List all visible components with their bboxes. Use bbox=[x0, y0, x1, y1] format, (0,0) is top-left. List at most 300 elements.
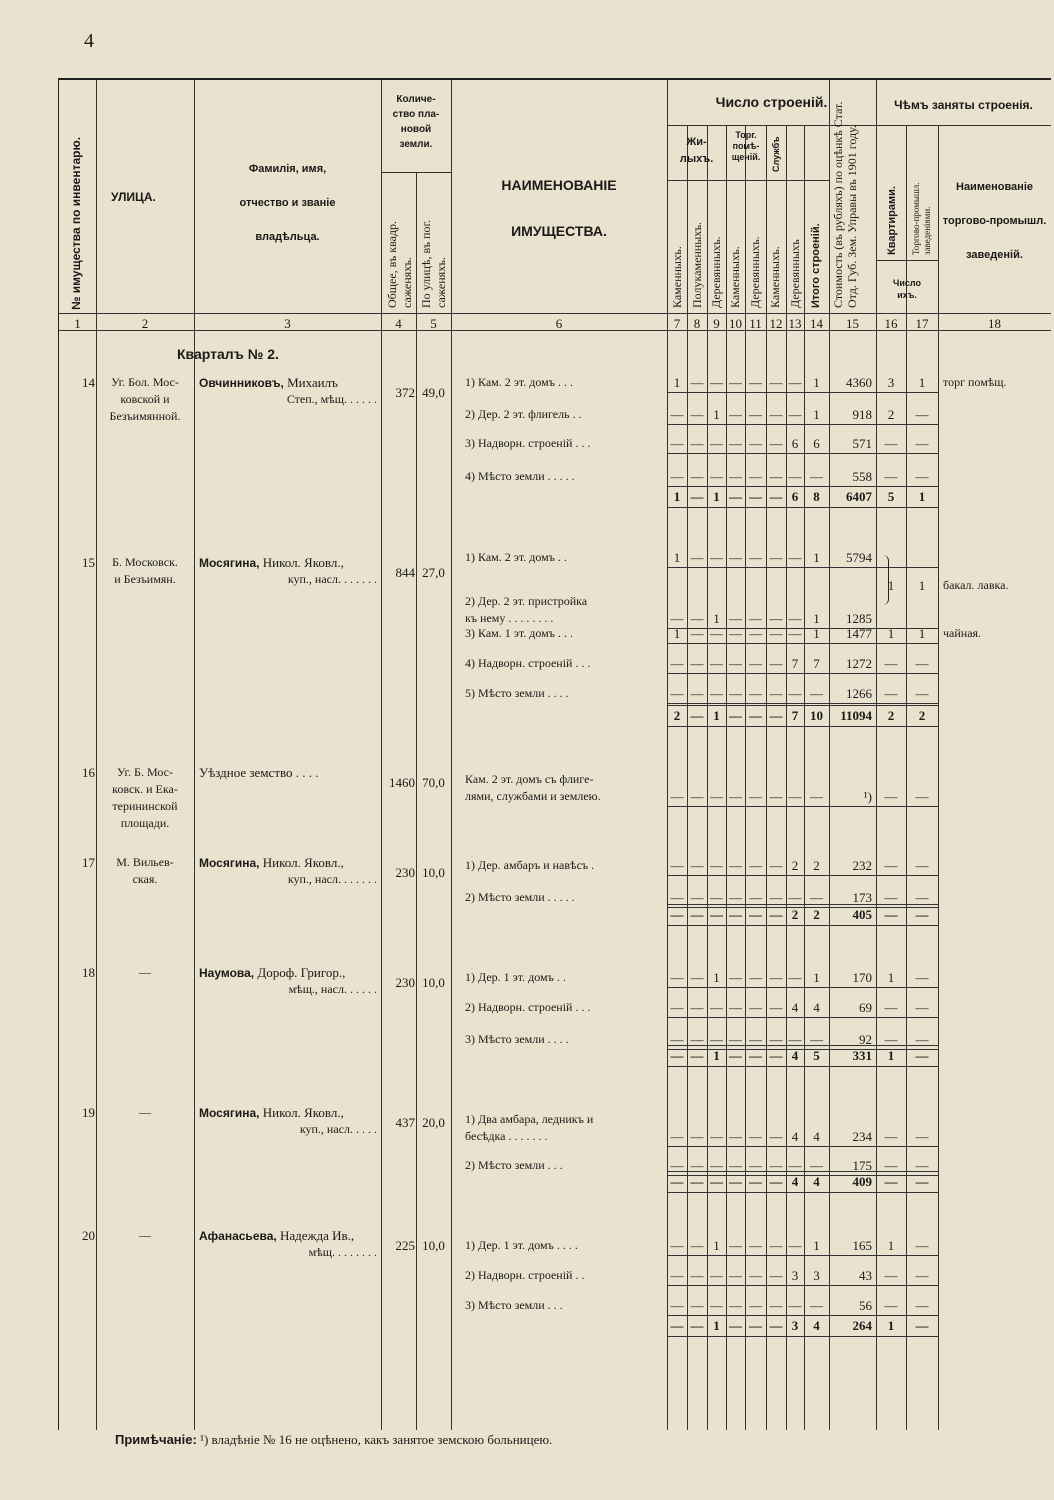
building-count: — bbox=[729, 407, 742, 422]
merged-apartments: 1 bbox=[887, 578, 895, 593]
building-count: 4 bbox=[791, 1000, 799, 1015]
building-count: — bbox=[884, 1000, 898, 1015]
total-count: — bbox=[769, 907, 783, 922]
street-name: ковской и bbox=[120, 392, 170, 406]
property-item: 2) Мѣсто земли . . . bbox=[465, 1158, 563, 1172]
building-count: — bbox=[884, 858, 898, 873]
owner-status: куп., насл. . . . . bbox=[299, 1122, 377, 1136]
street-name: — bbox=[139, 1228, 151, 1242]
property-item: 4) Мѣсто земли . . . . . bbox=[465, 469, 575, 483]
building-count: — bbox=[690, 436, 704, 451]
owner-status: мѣщ. . . . . . . . bbox=[308, 1245, 377, 1259]
building-count: — bbox=[749, 407, 762, 422]
land-area: 1460 bbox=[389, 775, 415, 790]
total-count: — bbox=[749, 489, 762, 504]
land-area: 372 bbox=[395, 385, 415, 400]
building-count: — bbox=[769, 1268, 783, 1283]
valuation-value: 69 bbox=[859, 1000, 872, 1015]
building-count: — bbox=[884, 469, 898, 484]
building-count: — bbox=[710, 656, 723, 671]
header-trade-premises: Торг. помѣ- щеній. bbox=[731, 130, 761, 162]
building-count: — bbox=[670, 1158, 684, 1173]
total-count: — bbox=[915, 1318, 929, 1333]
total-count: 5 bbox=[813, 1048, 820, 1063]
total-count: — bbox=[690, 1048, 704, 1063]
total-count: 1 bbox=[918, 489, 926, 504]
street-name: Уг. Б. Мос- bbox=[117, 765, 173, 779]
building-count: 4 bbox=[813, 1129, 820, 1144]
building-count: 2 bbox=[887, 407, 895, 422]
building-count: 1 bbox=[813, 550, 820, 565]
total-count: 2 bbox=[791, 907, 799, 922]
building-count: 1 bbox=[713, 970, 720, 985]
total-count: 1 bbox=[887, 1318, 895, 1333]
total-count: 5 bbox=[887, 489, 895, 504]
building-count: — bbox=[710, 626, 723, 641]
header-living: Жи- лыхъ. bbox=[679, 136, 714, 165]
building-count: — bbox=[769, 1000, 783, 1015]
valuation-value: 1266 bbox=[846, 686, 872, 701]
building-count: 1 bbox=[673, 550, 681, 565]
property-item: 1) Кам. 2 эт. домъ . . bbox=[465, 550, 567, 564]
entry-number: 18 bbox=[82, 965, 95, 980]
land-area: 225 bbox=[395, 1238, 415, 1253]
column-number: 2 bbox=[141, 316, 149, 331]
total-count: — bbox=[670, 1048, 684, 1063]
total-count: 8 bbox=[813, 489, 820, 504]
building-count: — bbox=[788, 375, 802, 390]
entry-number: 17 bbox=[82, 855, 95, 870]
valuation-value: 1272 bbox=[846, 656, 872, 671]
building-count: — bbox=[884, 1298, 898, 1313]
valuation-value: 56 bbox=[859, 1298, 872, 1313]
merged-trade-name: бакал. лавка. bbox=[943, 578, 1009, 592]
building-count: — bbox=[690, 970, 704, 985]
entry-number: 14 bbox=[82, 375, 95, 390]
column-number: 6 bbox=[555, 316, 563, 331]
building-count: — bbox=[710, 789, 723, 804]
valuation-value: 43 bbox=[859, 1268, 872, 1283]
building-count: — bbox=[690, 1158, 704, 1173]
building-count: — bbox=[749, 1032, 762, 1047]
building-count: — bbox=[710, 858, 723, 873]
building-count: — bbox=[710, 1032, 723, 1047]
total-count: — bbox=[670, 1318, 684, 1333]
total-count: — bbox=[690, 1318, 704, 1333]
total-count: 3 bbox=[791, 1318, 799, 1333]
total-count: — bbox=[749, 907, 762, 922]
building-count: — bbox=[729, 1238, 742, 1253]
property-item: 1) Кам. 2 эт. домъ . . . bbox=[465, 375, 573, 389]
valuation-value: 234 bbox=[852, 1129, 872, 1144]
building-count: 1 bbox=[813, 375, 820, 390]
total-count: 2 bbox=[673, 708, 681, 723]
total-count: 2 bbox=[887, 708, 895, 723]
building-count: — bbox=[670, 970, 684, 985]
header-col8: Полукаменныхъ. bbox=[690, 221, 704, 308]
building-count: 1 bbox=[673, 375, 681, 390]
inventory-table bbox=[58, 78, 1051, 1430]
building-count: — bbox=[729, 436, 742, 451]
street-frontage: 27,0 bbox=[422, 565, 445, 580]
building-count: — bbox=[729, 858, 742, 873]
total-count: 7 bbox=[791, 708, 799, 723]
property-item: 2) Надворн. строеній . . bbox=[465, 1268, 585, 1282]
building-count: — bbox=[810, 1158, 823, 1173]
building-count: — bbox=[690, 686, 704, 701]
building-count: — bbox=[915, 1158, 929, 1173]
building-count: 4 bbox=[813, 1000, 820, 1015]
building-count: — bbox=[729, 469, 742, 484]
header-col12: Каменныхъ. bbox=[768, 246, 782, 308]
building-count: — bbox=[915, 890, 929, 905]
header-occupied-by: Чѣмъ заняты строенія. bbox=[894, 98, 1033, 112]
building-count: — bbox=[710, 469, 723, 484]
building-count: — bbox=[670, 1298, 684, 1313]
land-area: 844 bbox=[395, 565, 415, 580]
building-count: — bbox=[788, 970, 802, 985]
total-valuation: 409 bbox=[852, 1174, 872, 1189]
total-count: 10 bbox=[810, 708, 823, 723]
building-count: — bbox=[690, 789, 704, 804]
owner-name: Мосягина, Никол. Яковл., bbox=[199, 855, 344, 870]
building-count: — bbox=[710, 890, 723, 905]
building-count: — bbox=[810, 1298, 823, 1313]
property-item: Кам. 2 эт. домъ съ флиге- bbox=[465, 772, 594, 786]
building-count: — bbox=[729, 550, 742, 565]
building-count: — bbox=[749, 436, 762, 451]
building-count: — bbox=[788, 611, 802, 626]
building-count: 1 bbox=[813, 407, 820, 422]
building-count: — bbox=[670, 1032, 684, 1047]
building-count: — bbox=[670, 890, 684, 905]
valuation-value: 173 bbox=[852, 890, 872, 905]
header-trade-names: Наименованіе торгово-промышл. заведеній. bbox=[942, 181, 1047, 261]
building-count: — bbox=[915, 970, 929, 985]
total-count: — bbox=[769, 708, 783, 723]
total-count: — bbox=[749, 1048, 762, 1063]
building-count: — bbox=[769, 789, 783, 804]
valuation-value: 558 bbox=[852, 469, 872, 484]
total-count: — bbox=[769, 1048, 783, 1063]
building-count: — bbox=[769, 890, 783, 905]
street-name: — bbox=[139, 1105, 151, 1119]
building-count: — bbox=[788, 686, 802, 701]
building-count: — bbox=[710, 375, 723, 390]
building-count: — bbox=[884, 1032, 898, 1047]
building-count: — bbox=[915, 436, 929, 451]
valuation-value: 4360 bbox=[846, 375, 872, 390]
total-count: — bbox=[670, 1174, 684, 1189]
building-count: — bbox=[749, 1000, 762, 1015]
total-count: 1 bbox=[713, 489, 720, 504]
valuation-value: 918 bbox=[852, 407, 872, 422]
total-count: 1 bbox=[713, 1048, 720, 1063]
total-count: 4 bbox=[813, 1174, 820, 1189]
valuation-value: ¹) bbox=[863, 789, 872, 804]
total-count: — bbox=[769, 1318, 783, 1333]
building-count: — bbox=[749, 1268, 762, 1283]
building-count: — bbox=[884, 1158, 898, 1173]
building-count: — bbox=[769, 686, 783, 701]
total-count: — bbox=[915, 907, 929, 922]
building-count: 1 bbox=[673, 626, 681, 641]
building-count: — bbox=[769, 611, 783, 626]
building-count: 1 bbox=[813, 1238, 820, 1253]
building-count: — bbox=[915, 1032, 929, 1047]
building-count: — bbox=[884, 1129, 898, 1144]
total-count: — bbox=[690, 708, 704, 723]
total-count: — bbox=[690, 489, 704, 504]
owner-name: Афанасьева, Надежда Ив., bbox=[199, 1228, 355, 1243]
building-count: — bbox=[710, 1129, 723, 1144]
property-item: 3) Надворн. строеній . . . bbox=[465, 436, 591, 450]
building-count: — bbox=[749, 626, 762, 641]
total-count: 2 bbox=[918, 708, 926, 723]
building-count: — bbox=[769, 407, 783, 422]
land-area: 230 bbox=[395, 865, 415, 880]
building-count: — bbox=[690, 1238, 704, 1253]
total-count: — bbox=[884, 1174, 898, 1189]
street-name: Безъимянной. bbox=[109, 409, 181, 423]
column-number: 4 bbox=[395, 316, 402, 331]
property-item: 5) Мѣсто земли . . . . bbox=[465, 686, 569, 700]
property-item: 1) Два амбара, ледникъ и bbox=[465, 1112, 594, 1126]
total-valuation: 405 bbox=[852, 907, 872, 922]
building-count: — bbox=[884, 890, 898, 905]
column-number: 1 bbox=[74, 316, 81, 331]
total-count: — bbox=[915, 1048, 929, 1063]
header-street-front: По улицѣ, въ пог. саженяхъ. bbox=[419, 219, 448, 308]
building-count: 2 bbox=[791, 858, 799, 873]
total-count: — bbox=[690, 907, 704, 922]
building-count: — bbox=[729, 890, 742, 905]
building-count: — bbox=[670, 611, 684, 626]
valuation-value: 170 bbox=[852, 970, 872, 985]
building-count: 3 bbox=[887, 375, 895, 390]
building-count: — bbox=[729, 970, 742, 985]
total-count: — bbox=[884, 907, 898, 922]
building-count: — bbox=[690, 375, 704, 390]
column-number: 13 bbox=[788, 316, 802, 331]
header-col10: Каменныхъ. bbox=[728, 246, 742, 308]
valuation-value: 175 bbox=[852, 1158, 872, 1173]
header-col11: Деревянныхъ. bbox=[748, 236, 762, 308]
street-frontage: 49,0 bbox=[422, 385, 445, 400]
column-number: 3 bbox=[284, 316, 291, 331]
building-count: 1 bbox=[713, 611, 720, 626]
owner-status: куп., насл. . . . . . . bbox=[287, 572, 377, 586]
header-col9: Деревянныхъ. bbox=[709, 236, 723, 308]
total-valuation: 264 bbox=[852, 1318, 872, 1333]
valuation-value: 1477 bbox=[846, 626, 872, 641]
building-count: — bbox=[710, 1298, 723, 1313]
building-count: — bbox=[710, 1268, 723, 1283]
page-number: 4 bbox=[84, 30, 94, 52]
building-count: — bbox=[788, 1158, 802, 1173]
header-valuation: Стоимость (въ рубляхъ) по оцѣнкѣ Стат. Отд. Губ. Зем. Управы въ 1901 году. bbox=[831, 101, 859, 308]
building-count: 1 bbox=[813, 626, 820, 641]
building-count: — bbox=[670, 1268, 684, 1283]
building-count: — bbox=[788, 407, 802, 422]
street-name: ковск. и Ека- bbox=[112, 782, 178, 796]
building-count: — bbox=[729, 1158, 742, 1173]
entry-number: 15 bbox=[82, 555, 95, 570]
building-count: — bbox=[749, 970, 762, 985]
building-count: — bbox=[769, 858, 783, 873]
trade-name: чайная. bbox=[943, 626, 982, 640]
building-count: — bbox=[670, 436, 684, 451]
header-inventory-no: № имущества по инвентарю. bbox=[69, 136, 83, 310]
building-count: — bbox=[670, 1129, 684, 1144]
column-number: 12 bbox=[769, 316, 783, 331]
merged-trade: 1 bbox=[918, 578, 926, 593]
building-count: — bbox=[690, 1268, 704, 1283]
total-count: — bbox=[710, 1174, 723, 1189]
header-property-name: НАИМЕНОВАНІЕ ИМУЩЕСТВА. bbox=[501, 177, 617, 239]
trade-name: торг помѣщ. bbox=[943, 375, 1007, 389]
building-count: — bbox=[884, 656, 898, 671]
building-count: — bbox=[749, 1238, 762, 1253]
property-item: 2) Надворн. строеній . . . bbox=[465, 1000, 591, 1014]
total-count: 6 bbox=[791, 489, 799, 504]
column-number: 14 bbox=[810, 316, 823, 331]
building-count: — bbox=[690, 656, 704, 671]
building-count: 1 bbox=[813, 970, 820, 985]
total-count: — bbox=[769, 1174, 783, 1189]
street-name: площади. bbox=[120, 816, 170, 830]
total-count: — bbox=[769, 489, 783, 504]
building-count: — bbox=[670, 686, 684, 701]
header-trade-establishments: Торгово-промышл. заведеніями. bbox=[911, 182, 932, 255]
building-count: — bbox=[729, 1129, 742, 1144]
building-count: — bbox=[769, 1298, 783, 1313]
building-count: — bbox=[749, 656, 762, 671]
total-count: 1 bbox=[673, 489, 681, 504]
building-count: 1 bbox=[918, 626, 926, 641]
total-count: — bbox=[670, 907, 684, 922]
header-buildings-count: Число строеній. bbox=[715, 94, 828, 110]
building-count: — bbox=[749, 375, 762, 390]
building-count: — bbox=[788, 1238, 802, 1253]
building-count: — bbox=[788, 890, 802, 905]
building-count: — bbox=[769, 656, 783, 671]
building-count: — bbox=[710, 686, 723, 701]
building-count: — bbox=[670, 407, 684, 422]
total-count: — bbox=[749, 1174, 762, 1189]
building-count: — bbox=[729, 789, 742, 804]
column-number: 5 bbox=[430, 316, 437, 331]
column-number: 16 bbox=[884, 316, 898, 331]
street-frontage: 10,0 bbox=[422, 1238, 445, 1253]
land-area: 230 bbox=[395, 975, 415, 990]
building-count: — bbox=[710, 1000, 723, 1015]
valuation-value: 92 bbox=[859, 1032, 872, 1047]
street-name: Б. Московск. bbox=[112, 555, 178, 569]
building-count: — bbox=[690, 1298, 704, 1313]
building-count: — bbox=[710, 1158, 723, 1173]
building-count: — bbox=[884, 686, 898, 701]
building-count: — bbox=[729, 1298, 742, 1313]
column-number: 8 bbox=[693, 316, 701, 331]
header-col7: Каменныхъ. bbox=[670, 246, 684, 308]
building-count: 6 bbox=[813, 436, 820, 451]
building-count: — bbox=[788, 789, 802, 804]
building-count: — bbox=[729, 1268, 742, 1283]
building-count: — bbox=[769, 626, 783, 641]
total-count: 1 bbox=[887, 1048, 895, 1063]
total-count: 1 bbox=[713, 708, 720, 723]
building-count: — bbox=[769, 1032, 783, 1047]
building-count: — bbox=[729, 1000, 742, 1015]
building-count: — bbox=[769, 436, 783, 451]
property-item-cont: бесѣдка . . . . . . . bbox=[465, 1129, 548, 1143]
total-count: — bbox=[729, 1318, 742, 1333]
property-item: 1) Дер. 1 эт. домъ . . . . bbox=[465, 1238, 578, 1252]
total-count: 4 bbox=[791, 1174, 799, 1189]
column-number: 10 bbox=[729, 316, 742, 331]
building-count: 1 bbox=[918, 375, 926, 390]
header-count-note: Число ихъ. bbox=[893, 278, 921, 300]
building-count: — bbox=[749, 550, 762, 565]
header-service: Службъ bbox=[771, 136, 781, 172]
building-count: — bbox=[884, 436, 898, 451]
quarter-title: Кварталъ № 2. bbox=[177, 346, 279, 362]
property-item: 3) Мѣсто земли . . . . bbox=[465, 1032, 569, 1046]
building-count: — bbox=[729, 1032, 742, 1047]
total-count: — bbox=[729, 1174, 742, 1189]
header-area-total: Общее, въ квадр. саженяхъ. bbox=[385, 220, 414, 308]
brace bbox=[882, 555, 889, 605]
building-count: — bbox=[788, 1298, 802, 1313]
property-item-cont: лями, службами и землею. bbox=[465, 789, 601, 803]
owner-status: куп., насл. . . . . . . bbox=[287, 872, 377, 886]
building-count: — bbox=[915, 1238, 929, 1253]
building-count: — bbox=[749, 686, 762, 701]
building-count: — bbox=[690, 1000, 704, 1015]
column-number: 7 bbox=[673, 316, 681, 331]
building-count: — bbox=[749, 789, 762, 804]
property-item-cont: къ нему . . . . . . . . bbox=[465, 611, 554, 625]
valuation-value: 571 bbox=[852, 436, 872, 451]
building-count: — bbox=[788, 626, 802, 641]
building-count: — bbox=[915, 858, 929, 873]
building-count: — bbox=[670, 789, 684, 804]
building-count: — bbox=[769, 375, 783, 390]
total-count: — bbox=[710, 907, 723, 922]
building-count: — bbox=[915, 1129, 929, 1144]
land-area: 437 bbox=[395, 1115, 415, 1130]
building-count: — bbox=[670, 1000, 684, 1015]
building-count: — bbox=[915, 1298, 929, 1313]
property-item: 3) Кам. 1 эт. домъ . . . bbox=[465, 626, 573, 640]
street-name: и Безъимян. bbox=[114, 572, 176, 586]
building-count: 3 bbox=[813, 1268, 820, 1283]
column-number: 9 bbox=[713, 316, 720, 331]
property-item: 1) Дер. 1 эт. домъ . . bbox=[465, 970, 566, 984]
building-count: — bbox=[884, 789, 898, 804]
header-total-buildings: Итого строеній. bbox=[810, 223, 822, 308]
total-count: — bbox=[915, 1174, 929, 1189]
column-number: 18 bbox=[988, 316, 1001, 331]
building-count: — bbox=[729, 611, 742, 626]
owner-status: Степ., мѣщ. . . . . . bbox=[286, 392, 377, 406]
building-count: — bbox=[710, 550, 723, 565]
building-count: 1 bbox=[713, 407, 720, 422]
entry-number: 19 bbox=[82, 1105, 95, 1120]
building-count: — bbox=[729, 375, 742, 390]
building-count: — bbox=[710, 436, 723, 451]
